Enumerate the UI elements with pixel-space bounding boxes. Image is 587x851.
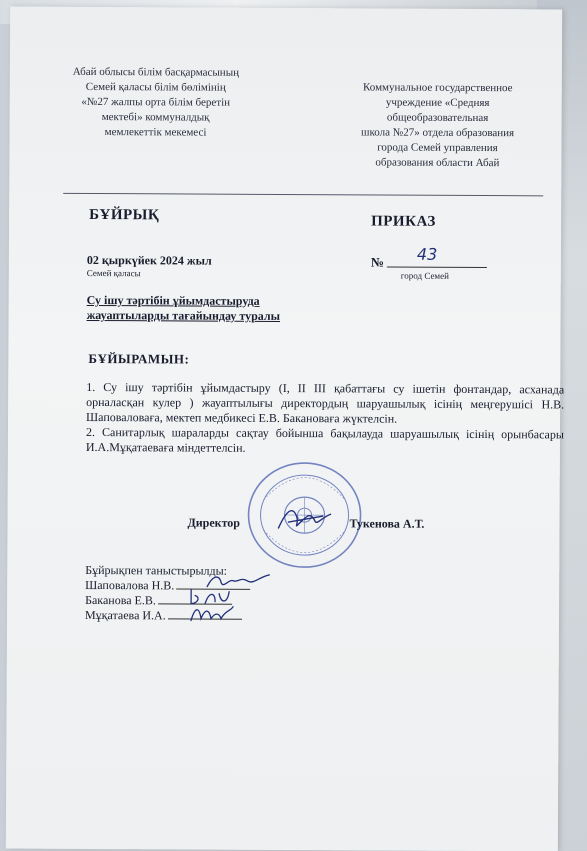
order-body: [86, 380, 564, 458]
acknowledgement-name: Шаповалова Н.В.: [85, 577, 175, 593]
order-subject: [87, 293, 337, 324]
header-divider: [63, 193, 543, 197]
header-kz-line: мемлекеттік мекемесі: [104, 126, 207, 139]
command-heading: БҰЙЫРАМЫН:: [88, 350, 190, 367]
title-russian: ПРИКАЗ: [371, 213, 436, 230]
header-kz-line: «№27 жалпы орта білім беретін: [81, 95, 231, 109]
acknowledgement-block: [85, 563, 250, 624]
header-russian: [339, 80, 535, 171]
order-date: 02 қыркүйек 2024 жыл: [86, 252, 212, 268]
header-ru-line: образования области Абай: [375, 156, 500, 170]
order-item: 1. Су ішу тәртібін ұйымдастыру (I, II III қабаттағы су ішетін фонтандар, асханада орналасқан кулер ) жауаптылығы директордың шаруашылық ісінің меңгерушісі Н.В. Шаповаловаға, мектеп медбикесі Е.В. Бакановаға жүктелсін.: [86, 379, 565, 426]
place-russian: город Семей: [400, 270, 449, 281]
director-name: Тукенова А.Т.: [349, 516, 425, 531]
header-ru-line: Коммунальное государственное: [362, 81, 513, 95]
subject-line: жауаптыларды тағайындау туралы: [86, 307, 281, 323]
subject-line: Су ішу тәртібін ұйымдастыруда: [86, 292, 260, 308]
header-ru-line: школа №27» отдела образования: [360, 126, 515, 140]
order-item: 2. Санитарлық шараларды сақтау бойынша бақылауда шаруашылық ісінің орынбасары И.А.Мұқатаеваға міндеттелсін.: [85, 424, 565, 455]
signature-icon: [187, 602, 237, 624]
acknowledgement-name: Мұқатаева И.А.: [84, 607, 166, 623]
header-kz-line: Абай облысы білім басқармасының: [72, 65, 240, 79]
header-ru-line: общеобразовательная: [386, 111, 489, 125]
title-kazakh: БҰЙРЫҚ: [89, 206, 160, 224]
place-kazakh: Семей қаласы: [86, 267, 141, 279]
header-kz-line: мектебі» коммуналдық: [101, 111, 210, 124]
order-number-label: №: [370, 254, 384, 270]
document-page: [6, 7, 565, 851]
order-number-value: 43: [416, 244, 438, 264]
header-ru-line: города Семей управления: [377, 141, 498, 155]
header-kz-line: Семей қаласы білім бөлімінің: [85, 80, 226, 94]
acknowledgement-name: Баканова Е.В.: [85, 592, 156, 608]
acknowledgement-row: [85, 608, 250, 624]
acknowledgement-title: Бұйрықпен таныстырылды:: [85, 562, 228, 578]
header-kazakh: [58, 65, 254, 141]
director-label: Директор: [187, 515, 241, 530]
header-ru-line: учреждение «Средняя: [385, 96, 490, 110]
director-signature-icon: [274, 502, 334, 538]
order-number-underline: [387, 267, 487, 269]
